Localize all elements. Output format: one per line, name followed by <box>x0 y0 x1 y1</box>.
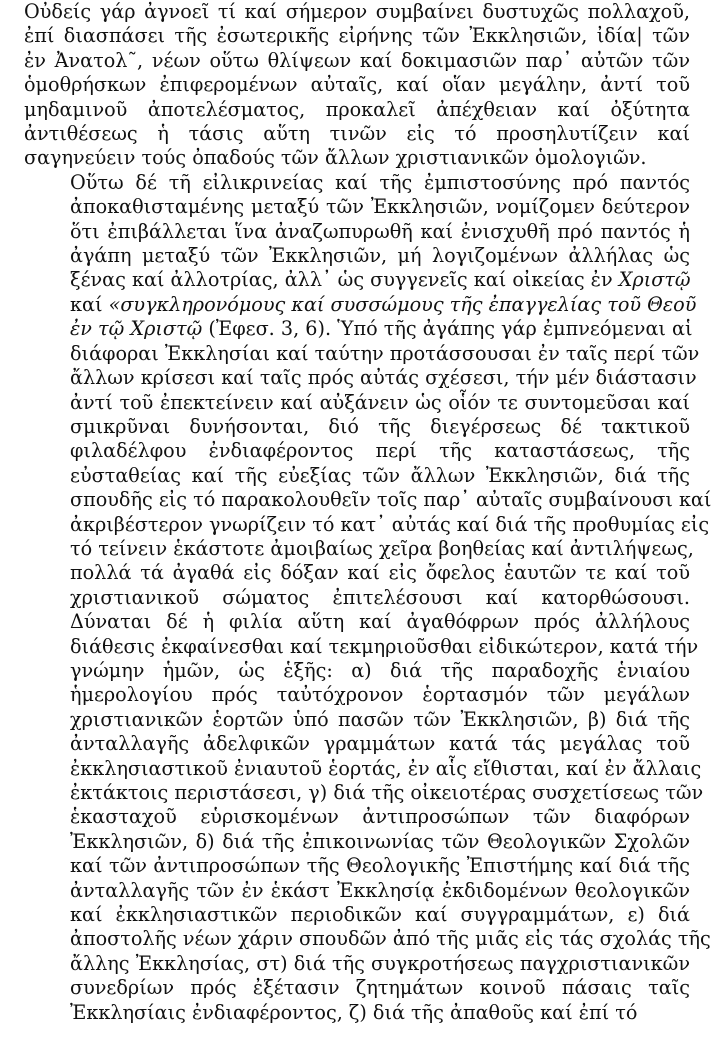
text-segment: Δύναται δέ ἡ φιλία αὕτη καί ἀγαθόφρων πρός ἀλλήλους <box>70 610 690 634</box>
text-line <box>24 488 712 512</box>
text-line <box>24 146 690 170</box>
text-segment: χριστιανικῶν ἑορτῶν ὑπό πασῶν τῶν Ἐκκλησιῶν, β) διά τῆς <box>70 707 690 731</box>
italic-segment: ἐν τῷ Χριστῷ <box>70 317 203 341</box>
text-segment: διάφοραι Ἐκκλησίαι καί ταύτην προτάσσουσαι ἐν ταῖς περί τῶν <box>70 341 700 365</box>
text-segment: ἡμερολογίου πρός ταὐτόχρονον ἑορτασμόν τῶν μεγάλων <box>70 683 690 707</box>
text-segment: καί ἐκκλησιαστικῶν περιοδικῶν καί συγγραμμάτων, ε) διά <box>70 903 690 927</box>
text-segment: καί <box>70 292 109 316</box>
text-line <box>24 561 690 585</box>
text-line <box>24 512 710 537</box>
text-line <box>24 1001 690 1025</box>
text-segment: τό τείνειν ἑκάστοτε ἀμοιβαίως χεῖρα βοηθείας καί ἀντιλήψεως, <box>70 536 694 560</box>
text-line <box>24 732 690 756</box>
text-segment: Ἐκκλησιῶν, δ) διά τῆς ἐπικοινωνίας τῶν Θεολογικῶν Σχολῶν <box>70 829 690 853</box>
text-line <box>24 292 697 317</box>
text-segment: ἐκτάκτοις περιστάσεσι, γ) διά τῆς οἰκειοτέρας συσχετίσεως τῶν <box>70 781 704 804</box>
text-line <box>24 244 690 268</box>
italic-segment: «συγκληρονόμους καί συσσώμους τῆς ἐπαγγελίας τοῦ Θεοῦ <box>108 292 697 316</box>
text-segment: ἀποκαθισταμένης μεταξύ τῶν Ἐκκλησιῶν, νομίζομεν δεύτερον <box>70 195 690 219</box>
text-segment: ὅτι ἐπιβάλλεται ἵνα ἀναζωπυρωθῆ καί ἐνισχυθῆ πρό παντός ἡ <box>70 219 690 243</box>
text-segment: Οὐδείς γάρ ἀγνοεῖ τί καί σήμερον συμβαίνει δυστυχῶς πολλαχοῦ, <box>24 0 690 23</box>
text-line <box>24 830 690 854</box>
text-segment: ἐν Ἀνατολ˜, νέων οὕτω θλίψεων καί δοκιμασιῶν παρ᾽ αὐτῶν τῶν <box>24 48 690 72</box>
text-line <box>24 268 690 292</box>
text-line <box>24 391 690 415</box>
text-line <box>24 854 690 878</box>
italic-segment: Χριστῷ <box>618 268 691 292</box>
text-segment: φιλαδέλφου ἐνδιαφέροντος περί τῆς καταστάσεως, τῆς <box>70 439 690 463</box>
text-segment: ἀντί τοῦ ἐπεκτείνειν καί αὐξάνειν ὡς οἷόν τε συντομεῦσαι καί <box>70 390 690 414</box>
text-segment: καί τῶν ἀντιπροσώπων τῆς Θεολογικῆς Ἐπιστήμης καί διά τῆς <box>70 854 690 878</box>
text-line <box>24 366 697 390</box>
text-segment: σαγηνεύειν τούς ὀπαδούς τῶν ἄλλων χριστιανικῶν ὁμολογιῶν. <box>24 146 647 170</box>
text-segment: σμικρῦναι δυνήσονται, διό τῆς διεγέρσεως δέ τακτικοῦ <box>70 414 690 438</box>
text-line <box>24 49 690 73</box>
text-segment: συνεδρίων πρός ἐξέτασιν ζητημάτων κοινοῦ πάσαις ταῖς <box>70 976 690 1000</box>
text-line <box>24 683 690 707</box>
text-line <box>24 464 690 488</box>
text-segment: ὁμοθρήσκων ἐπιφερομένων αὐταῖς, καί οἵαν μεγάλην, ἀντί τοῦ <box>24 73 690 97</box>
text-segment: ἀνταλλαγῆς τῶν ἐν ἑκάστ Ἐκκλησίᾳ ἐκδιδομένων θεολογικῶν <box>70 878 690 902</box>
text-line <box>24 73 690 97</box>
document-page <box>24 0 712 1025</box>
text-line <box>24 195 690 219</box>
text-line <box>24 24 690 48</box>
text-line <box>24 586 690 610</box>
paragraph-1 <box>24 0 690 171</box>
text-segment: ἀντιθέσεως ἡ τάσις αὕτη τινῶν εἰς τό προσηλυτίζειν καί <box>24 122 690 146</box>
text-line <box>24 634 699 659</box>
text-segment: Οὕτω δέ τῆ εἰλικρινείας καί τῆς ἐμπιστοσύνης πρό παντός <box>70 170 690 194</box>
text-line <box>24 879 690 903</box>
text-line <box>24 952 690 976</box>
text-segment: ἀποστολῆς νέων χάριν σπουδῶν ἀπό τῆς μιᾶς εἰς τάς σχολάς τῆς <box>70 927 711 951</box>
text-line <box>24 903 690 927</box>
text-segment: ἄλλης Ἐκκλησίας, στ) διά τῆς συγκροτήσεως παγχριστιανικῶν <box>70 951 690 975</box>
text-line <box>24 415 690 439</box>
text-line <box>24 927 711 951</box>
text-segment: γνώμην ἡμῶν, ὡς ἑξῆς: α) διά τῆς παραδοχῆς ἑνιαίου <box>70 658 690 682</box>
text-segment: σπουδῆς εἰς τό παρακολουθεῖν τοῖς παρ᾽ αὐταῖς συμβαίνουσι καί <box>70 488 712 512</box>
text-line <box>24 708 690 732</box>
text-segment: (Ἐφεσ. 3, 6). Ὑπό τῆς ἀγάπης γάρ ἐμπνεόμεναι αἱ <box>202 317 693 341</box>
text-line <box>24 781 704 805</box>
text-segment: ἐπί διασπάσει τῆς ἐσωτερικῆς εἰρήνης τῶν Ἐκκλησιῶν, ἰδία| τῶν <box>24 24 690 48</box>
text-segment: ξένας καί ἀλλοτρίας, ἀλλ᾽ ὡς συγγενεῖς καί οἰκείας ἐν <box>70 268 619 292</box>
text-segment: ἀκριβέστερον γνωρίζειν τό κατ᾽ αὐτάς καί διά τῆς προθυμίας εἰς <box>70 512 710 536</box>
text-line <box>24 317 693 341</box>
text-line <box>24 171 690 195</box>
text-line <box>24 439 690 463</box>
text-segment: ἐκκλησιαστικοῦ ἐνιαυτοῦ ἑορτάς, ἐν αἷς εἴθισται, καί ἐν ἄλλαις <box>70 756 702 780</box>
text-line <box>24 0 690 24</box>
text-line <box>24 610 690 634</box>
text-segment: ἀγάπη μεταξύ τῶν Ἐκκλησιῶν, μή λογιζομένων ἀλλήλας ὡς <box>70 244 690 268</box>
text-line <box>24 341 700 366</box>
text-segment: ἀνταλλαγῆς ἀδελφικῶν γραμμάτων κατά τάς μεγάλας τοῦ <box>70 732 690 756</box>
text-segment: πολλά τά ἀγαθά εἰς δόξαν καί εἰς ὄφελος ἑαυτῶν τε καί τοῦ <box>70 561 690 585</box>
text-segment: εὐσταθείας καί τῆς εὐεξίας τῶν ἄλλων Ἐκκλησιῶν, διά τῆς <box>70 463 690 487</box>
text-line <box>24 98 690 122</box>
text-line <box>24 122 690 146</box>
text-segment: ἑκασταχοῦ εὑρισκομένων ἀντιπροσώπων τῶν διαφόρων <box>70 805 690 829</box>
text-segment: διάθεσις ἐκφαίνεσθαι καί τεκμηριοῦσθαι εἰδικώτερον, κατά τήν <box>70 634 699 658</box>
text-line <box>24 536 694 561</box>
text-line <box>24 659 690 683</box>
text-line <box>24 976 690 1000</box>
paragraph-2 <box>24 170 712 1025</box>
text-segment: μηδαμινοῦ ἀποτελέσματος, προκαλεῖ ἀπέχθειαν καί ὀξύτητα <box>24 97 690 121</box>
text-segment: Ἐκκλησίαις ἐνδιαφέροντος, ζ) διά τῆς ἀπαθοῦς καί ἐπί τό <box>70 1000 638 1024</box>
text-line <box>24 756 702 781</box>
text-line <box>24 220 690 244</box>
text-line <box>24 805 690 829</box>
text-segment: ἄλλων κρίσεσι καί ταῖς πρός αὐτάς σχέσεσι, τήν μέν διάστασιν <box>70 366 697 390</box>
text-segment: χριστιανικοῦ σώματος ἐπιτελέσουσι καί κατορθώσουσι. <box>70 585 690 609</box>
